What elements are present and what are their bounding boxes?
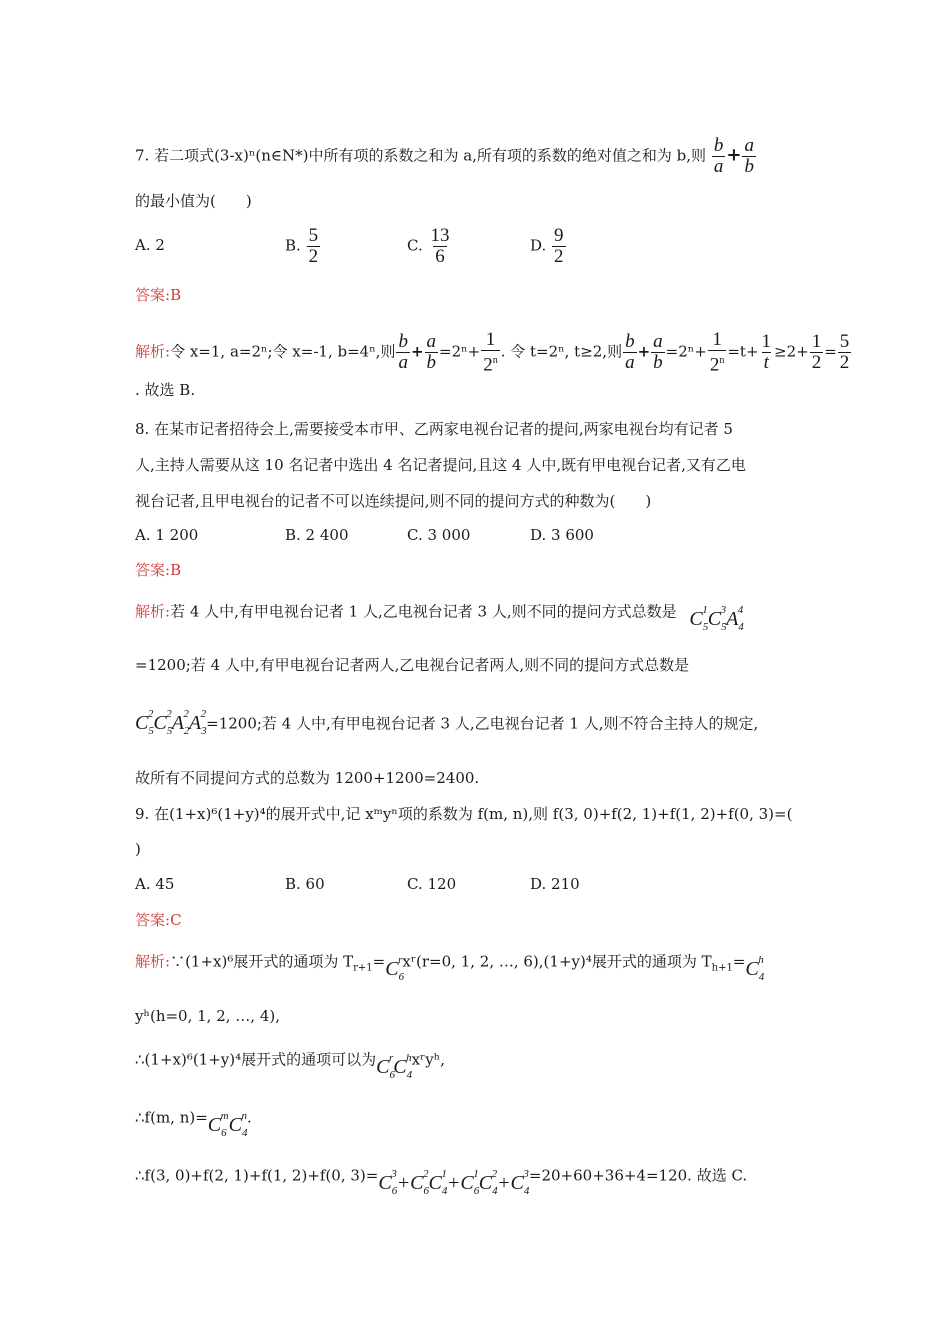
q9-option-a: A. 45 bbox=[135, 875, 175, 893]
q8-analysis-line4: 故所有不同提问方式的总数为 1200+1200=2400. bbox=[135, 769, 480, 787]
q7-option-c: C. $\frac{13}{6}$ bbox=[407, 225, 450, 267]
q7-answer: 答案:B bbox=[135, 286, 182, 304]
q9-option-b: B. 60 bbox=[285, 875, 325, 893]
q9-analysis-line5: ∴f(3, 0)+f(2, 1)+f(1, 2)+f(0, $3)=C_6^3+C_6^2C_4^1+C_6^1C_4^2+C_4^3=20+60+36+4=120$. 故选 C. bbox=[135, 1166, 748, 1197]
q7-option-a: A. 2 bbox=[135, 236, 165, 254]
q8-option-d: D. 3 600 bbox=[530, 526, 594, 544]
q9-analysis-line4: ∴f(m, $n)=C_6^mC_4^n$. bbox=[135, 1108, 252, 1139]
q7-analysis-line1: 解析:令 x=1, a=2ⁿ;令 x=-1, b=4ⁿ,则 $\frac{b}{a}$ + $\frac{a}{b}$ =2ⁿ+ $\frac{1}{2^n}$ . 令 t=2ⁿ, t≥2,则 $\frac{b}{a}$ + $\frac{a}{b}$ =2ⁿ+ $\frac{1}{2^n}$ =t+ $\frac{1}{t}$ ≥2+ $\frac{1}{2}$ = $\frac{5}{2}$ bbox=[135, 329, 850, 376]
q7-stem-line1: 7. 若二项式(3-x)ⁿ(n∈N*)中所有项的系数之和为 a,所有项的系数的绝对值之和为 b,则 $\frac{b}{a}$ + $\frac{a}{b}$ bbox=[135, 135, 754, 177]
q8-analysis-line3: $C_5^2C_5^2A_2^2A_3^2=1200$;若 4 人中,有甲电视台记者 3 人,乙电视台记者 1 人,则不符合主持人的规定, bbox=[135, 708, 759, 737]
q8-stem-line3: 视台记者,且甲电视台的记者不可以连续提问,则不同的提问方式的种数为( ) bbox=[135, 492, 652, 510]
q9-answer: 答案:C bbox=[135, 911, 182, 929]
q8-stem-line2: 人,主持人需要从这 10 名记者中选出 4 名记者提问,且这 4 人中,既有甲电视台记者,又有乙电 bbox=[135, 456, 746, 474]
q8-answer: 答案:B bbox=[135, 561, 182, 579]
q9-stem-line1: 9. 在(1+x)⁶(1+y)⁴的展开式中,记 xᵐyⁿ项的系数为 f(m, n),则 f(3, 0)+f(2, 1)+f(1, 2)+f(0, 3)=( bbox=[135, 805, 793, 823]
q7-option-b: B. $\frac{5}{2}$ bbox=[285, 225, 319, 267]
q7-fraction-a-over-b: $\frac{a}{b}$ bbox=[744, 135, 754, 177]
q8-option-b: B. 2 400 bbox=[285, 526, 349, 544]
q7-analysis-end: . 故选 B. bbox=[135, 381, 196, 399]
q8-option-c: C. 3 000 bbox=[407, 526, 471, 544]
q9-stem-line2: ) bbox=[135, 840, 141, 858]
q7-stem-line2: 的最小值为( ) bbox=[135, 192, 252, 210]
q8-option-a: A. 1 200 bbox=[135, 526, 199, 544]
q7-stem-text: 7. 若二项式(3-x)ⁿ(n∈N*)中所有项的系数之和为 a,所有项的系数的绝对值之和为 b,则 bbox=[135, 146, 707, 165]
q9-analysis-line2: yʰ(h=0, 1, 2, …, 4), bbox=[135, 1007, 280, 1025]
q8-analysis-line2: =1200;若 4 人中,有甲电视台记者两人,乙电视台记者两人,则不同的提问方式总数是 bbox=[135, 656, 690, 674]
q9-analysis-line1: 解析:∵(1+x)⁶展开式的通项为 $T_{r+1}=C_6^rxʳ(r=0$, 1, 2, …, 6),(1+y)⁴展开式的通项为 $T_{h+1}=C_4^h$ bbox=[135, 952, 765, 983]
q9-option-c: C. 120 bbox=[407, 875, 457, 893]
q7-fraction-b-over-a: $\frac{b}{a}$ bbox=[713, 135, 724, 177]
q9-option-d: D. 210 bbox=[530, 875, 580, 893]
q8-analysis-line1: 解析:若 4 人中,有甲电视台记者 1 人,乙电视台记者 3 人,则不同的提问方式总数是 $C_5^1C_5^3A_4^4$ bbox=[135, 602, 744, 633]
q8-stem-line1: 8. 在某市记者招待会上,需要接受本市甲、乙两家电视台记者的提问,两家电视台均有记者 5 bbox=[135, 420, 733, 438]
q9-analysis-line3: ∴(1+x)⁶(1+y)⁴展开式的通项可以为$C_6^rC_4^hxʳyʰ$, bbox=[135, 1050, 446, 1081]
q7-option-d: D. $\frac{9}{2}$ bbox=[530, 225, 564, 267]
